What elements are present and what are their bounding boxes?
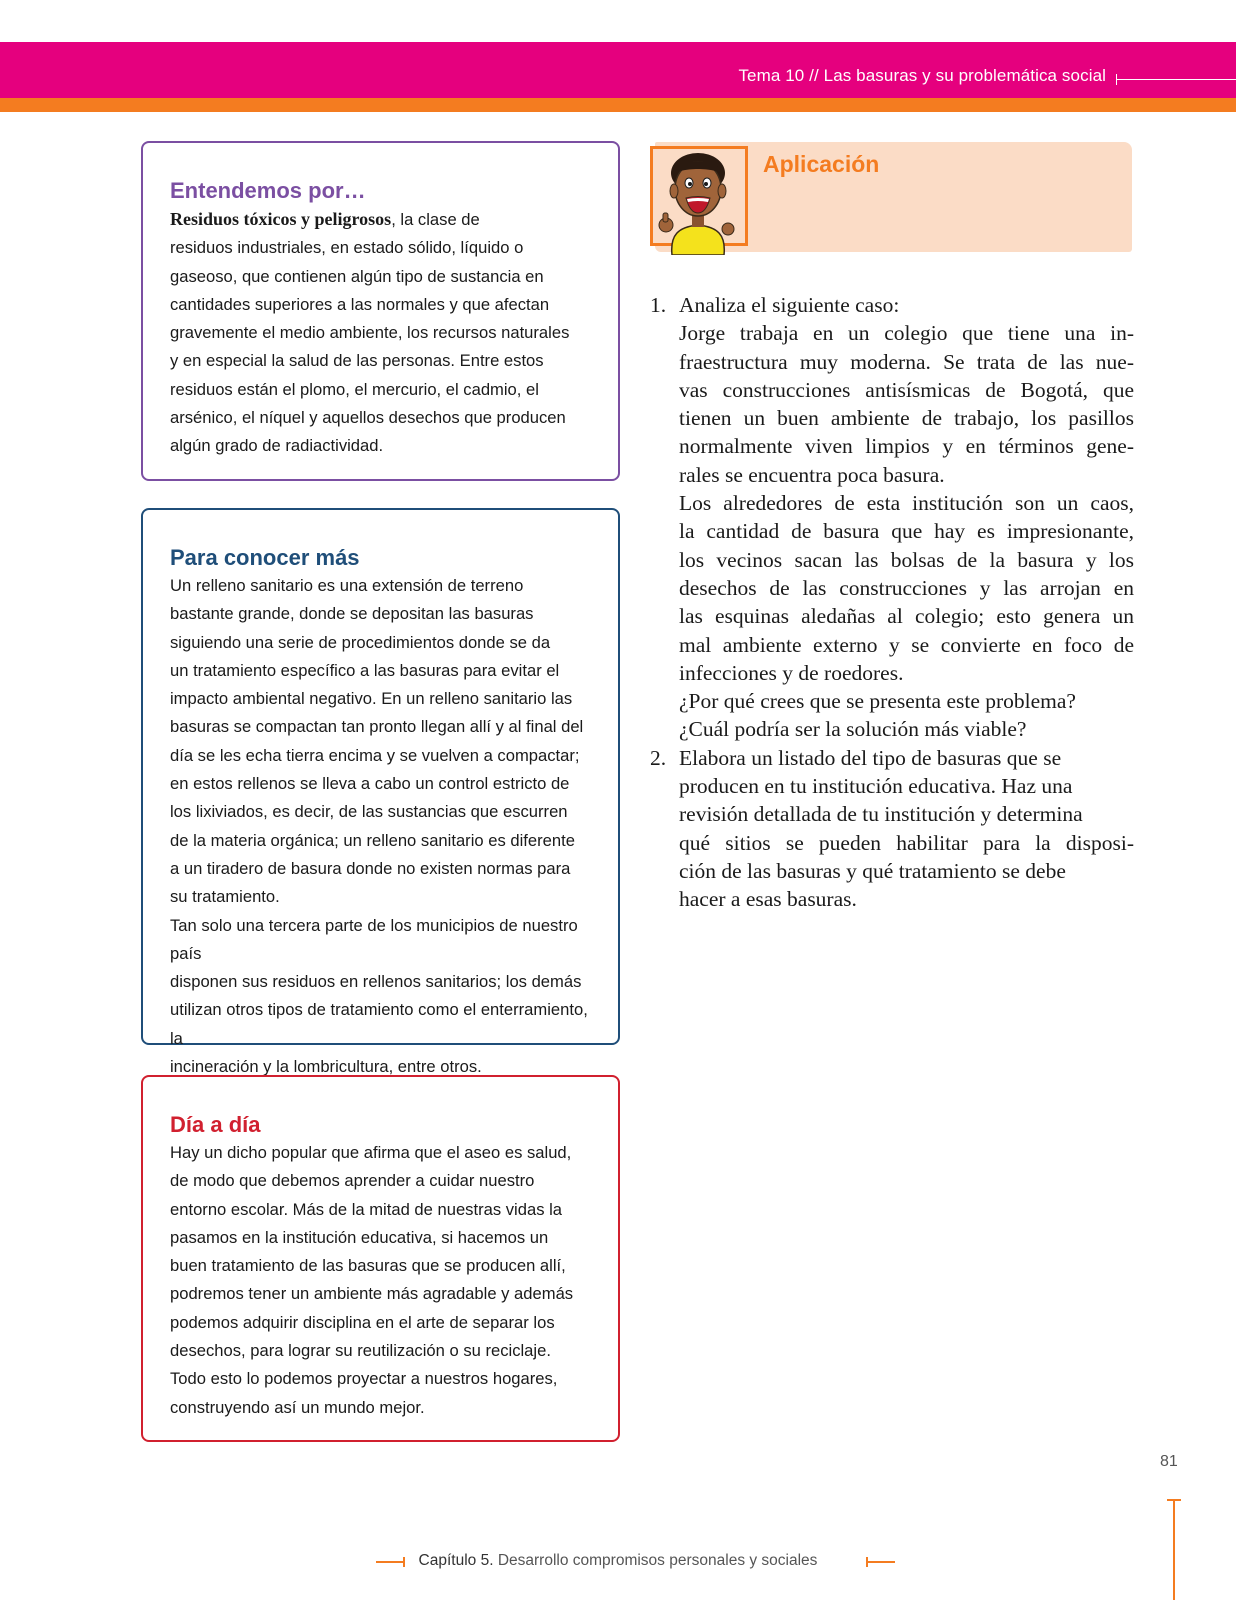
- entendemos-term: Residuos tóxicos y peligrosos: [170, 209, 392, 229]
- entendemos-title: Entendemos por…: [170, 178, 366, 203]
- aplicacion-title: Aplicación: [763, 151, 880, 177]
- header-rule: [1116, 79, 1236, 80]
- topic-title: Tema 10 // Las basuras y su problemática social: [738, 66, 1106, 85]
- page-rule: [1173, 1499, 1175, 1600]
- dia-text: Hay un dicho popular que afirma que el aseo es salud, de modo que debemos aprender a cuidar nuestro entorno escolar. Más de la mitad de nuestras vidas la pasamos en la institución educativa, si hacemos un buen tratamiento de las basuras que se producen allí, podremos tener un ambiente más agradable y además podemos adquirir disciplina en el arte de separar los desechos, para lograr su reutilización o su reciclaje. Todo esto lo podemos proyectar a nuestros hogares, construyendo así un mundo mejor.: [170, 1143, 574, 1417]
- header-accent-band: [0, 98, 1236, 112]
- child-character-icon: [648, 143, 748, 255]
- exercise-number: 1.: [650, 293, 667, 317]
- conocer-text: Un relleno sanitario es una extensión de terreno bastante grande, donde se depositan las basuras siguiendo una serie de procedimientos donde se da un tratamiento específico a las basuras para evitar el impacto ambiental negativo. En un relleno sanitario las basuras se compactan tan pronto llegan allí y al final del día se les echa tierra encima y se vuelven a compactar; en estos rellenos se lleva a cabo un control estricto de los lixiviados, es decir, de las sustancias que escurren de la materia orgánica; un relleno sanitario es diferente a un tiradero de basura donde no existen normas para su tratamiento. Tan solo una tercera parte de los municipios de nuestro país disponen sus residuos en rellenos sanitarios; los demás utilizan otros tipos de tratamiento como el enterramiento, la incineración y la lombricultura, entre otros.: [170, 576, 588, 1077]
- dia-box: [141, 1075, 620, 1442]
- exercise-item: 1. Analiza el siguiente caso: Jorge trabaja en un colegio que tiene una in- fraestructura muy moderna. Se trata de las nue- vas construcciones antisísmicas de Bogotá, que tienen un buen ambiente de trabajo, los pasillos normalmente viven limpios y en términos gene- rales se encuentra poca basura. Los alrededores de esta institución son un caos, la cantidad de basura que hay es impresionante, los vecinos sacan las bolsas de la basura y los desechos de las construcciones y las arrojan en las esquinas aledañas al colegio; esto genera un mal ambiente externo y se convierte en foco de infecciones y de roedores. ¿Por qué crees que se presenta este problema? ¿Cuál podría ser la solución más viable?: [650, 293, 1134, 742]
- dia-title: Día a día: [170, 1112, 261, 1137]
- entendemos-text: Residuos tóxicos y peligrosos, la clase de residuos industriales, en estado sólido, líquido o gaseoso, que contienen algún tipo de sustancia en cantidades superiores a las normales y que afectan gravemente el medio ambiente, los recursos naturales y en especial la salud de las personas. Entre estos residuos están el plomo, el mercurio, el cadmio, el arsénico, el níquel y aquellos desechos que producen algún grado de radiactividad.: [170, 209, 570, 456]
- conocer-title: Para conocer más: [170, 545, 360, 570]
- footer: [0, 1552, 1236, 1570]
- page-number: 81: [1160, 1453, 1178, 1470]
- footer-dash-right: [866, 1561, 895, 1563]
- exercise-number: 2.: [650, 745, 667, 770]
- exercise-item: 2. Elabora un listado del tipo de basuras que se producen en tu institución educativa. Haz una revisión detallada de tu institución y determina qué sitios se pueden habilitar para la disposi- ción de las basuras y qué tratamiento se debe hacer a esas basuras.: [650, 745, 1134, 912]
- footer-chapter: Capítulo 5.: [418, 1552, 494, 1569]
- aplicacion-exercises: [650, 291, 1134, 914]
- conocer-box: [141, 508, 620, 1077]
- footer-title: Desarrollo compromisos personales y sociales: [497, 1552, 818, 1569]
- entendemos-box: [141, 141, 620, 481]
